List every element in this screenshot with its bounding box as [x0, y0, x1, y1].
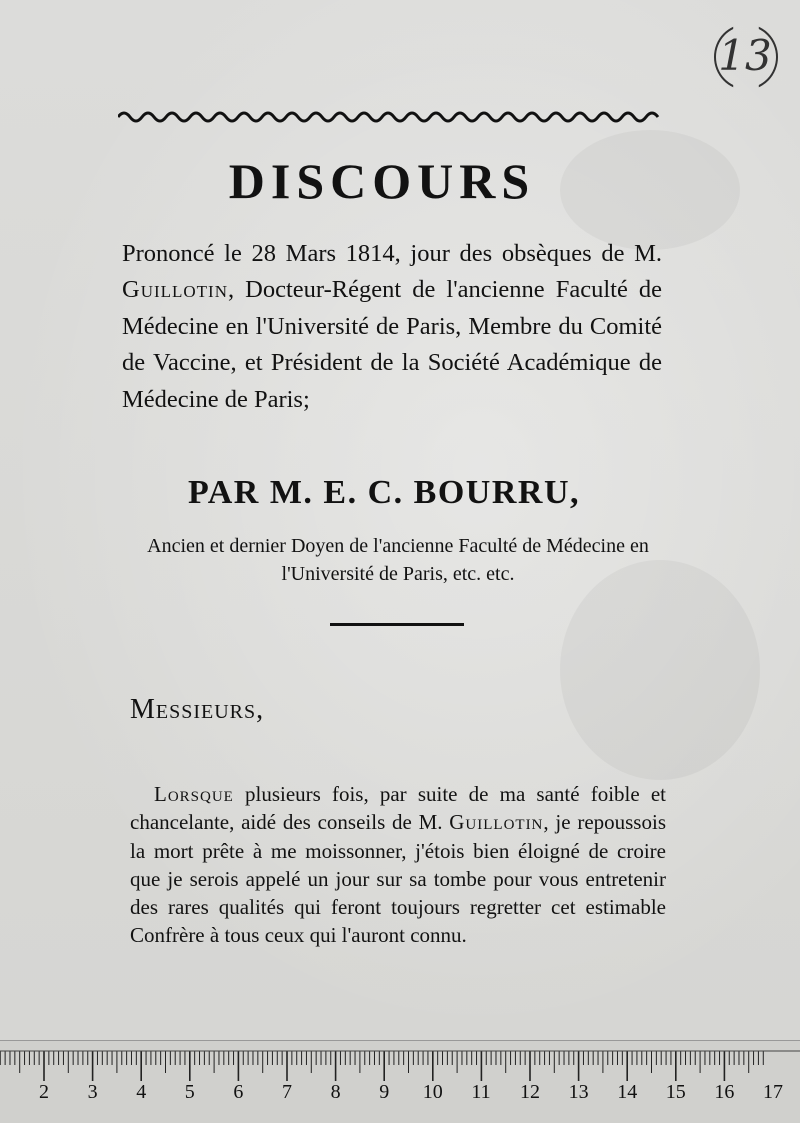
ruler-label: 9	[379, 1081, 390, 1103]
subtitle-paragraph: Prononcé le 28 Mars 1814, jour des obsèques de M. Guillotin, Docteur-Régent de l'ancienne Faculté de Médecine en l'Université de Paris, Membre du Comité de Vaccine, et Président de la Société Académique de Médecine de Paris;	[122, 240, 662, 413]
page-number: 13	[708, 22, 782, 90]
ruler-label: 14	[617, 1081, 638, 1103]
greeting: Messieurs,	[130, 694, 265, 725]
ruler-label: 16	[714, 1081, 735, 1103]
guillotin-name: Guillotin	[122, 276, 228, 304]
measurement-ruler	[0, 1040, 800, 1123]
ruler-label: 12	[520, 1081, 540, 1103]
ruler-label: 4	[136, 1081, 147, 1103]
section-divider	[330, 623, 464, 626]
ruler-label: 17	[763, 1081, 783, 1103]
ruler-label: 10	[422, 1081, 443, 1103]
body-lead-word: Lorsque	[154, 782, 234, 806]
ruler-label: 2	[39, 1081, 49, 1103]
ornamental-wave-rule	[118, 105, 666, 129]
author-title: Ancien et dernier Doyen de l'ancienne Faculté de Médecine en l'Université de Paris, etc. etc.	[147, 535, 649, 585]
ruler-label: 13	[568, 1081, 589, 1103]
ruler-label: 11	[471, 1081, 491, 1103]
body-paragraph: Lorsque plusieurs fois, par suite de ma santé foible et chancelante, aidé des conseils de M. Guillotin, je repoussois la mort prête à me moissonner, j'étois bien éloigné de croire que je serois appelé un jour sur sa tombe pour vous entretenir des rares qualités qui feront toujours regretter cet estimable Confrère à tous ceux qui l'auront connu.	[130, 782, 666, 948]
page-title: DISCOURS	[228, 153, 536, 209]
ruler-label: 5	[184, 1081, 195, 1103]
guillotin-name: Guillotin	[449, 810, 544, 835]
ruler-label: 8	[330, 1081, 341, 1103]
author-line: PAR M. E. C. BOURRU,	[187, 474, 580, 511]
ruler-label: 6	[233, 1081, 244, 1103]
ruler-label: 3	[87, 1081, 98, 1103]
ruler-label: 7	[282, 1081, 292, 1103]
ruler-label: 15	[665, 1081, 686, 1103]
bleed-through-smudge	[560, 560, 760, 780]
